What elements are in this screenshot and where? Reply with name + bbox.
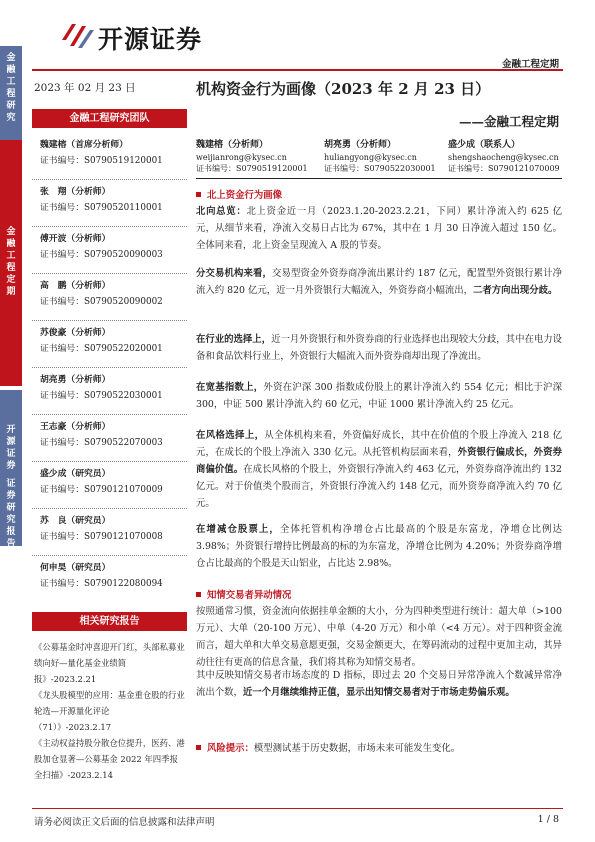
analyst-cert: 证书编号：S0790520110001 [40,203,163,213]
header-divider [32,69,563,71]
analyst-divider [32,367,187,368]
bullet-icon [196,592,201,597]
author-1 [196,140,316,175]
analyst-entry [40,466,190,498]
brand-logo [60,16,240,56]
page-number: 1 / 8 [537,814,559,825]
analyst-entry [40,372,190,404]
related-report-1[interactable]: 《公募基金时冲喜迎开门红，头部私募业绩向好—量化基金业绩简报》-2023.2.21 [34,642,185,684]
analyst-name: 高 鹏（分析师） [40,281,111,291]
paragraph-by-institution: 分交易机构来看，交易型资金外资券商净流出累计约 187 亿元，配置型外资银行累计净流入约 820 亿元，近一月外资银行大幅流入，外资券商小幅流出，二者方向出现分歧。 [196,268,562,296]
analyst-divider [32,320,187,321]
side-label-brand: 开 源 证 券 证 券 研 究 报 告 [0,390,22,546]
analyst-cert: 证书编号：S0790522030001 [40,391,163,401]
analyst-entry [40,184,190,216]
author-name: 盛少成（联系人） [448,140,521,150]
analyst-cert: 证书编号：S0790121070009 [40,485,163,495]
author-email[interactable]: weijianrong@kysec.cn [196,152,287,162]
analyst-name: 张 翔（分析师） [40,187,111,197]
paragraph-style: 在风格选择上，从全体机构来看，外资偏好成长，其中在价值的个股上净流入 218 亿元，在成长的个股上净流入 330 亿元。从托管机构层面来看，外资银行偏成长，外资券商偏价值。在成长风格的个股上，外资银行净流入约 463 亿元，外资券商净流出约 132 亿元。对于价值类个股而言，外资银行净流入约 148 亿元，而外资券商净流入约 70 亿元。 [196,430,562,509]
analyst-entry [40,137,190,169]
analyst-cert: 证书编号：S0790522070003 [40,438,163,448]
author-2 [324,140,444,175]
brand-logo-icon [60,18,94,52]
paragraph-position-change: 在增减仓股票上，全体托管机构净增仓占比最高的个股是东富龙，净增仓比例达 3.98%；外资银行增持比例最高的标的为东富龙，净增仓比例为 4.20%；外资券商净增仓占比最高的个股是天山铝业，占比达 2.98%。 [196,524,562,569]
paragraph-insider-d: 其中反映知情交易者市场态度的 D 指标，即过去 20 个交易日异常净流入个数减异常净流出个数，近一个月继续维持正值，显示出知情交易者对于市场走势偏乐观。 [196,670,562,698]
paragraph-north-overview: 北向总览：北上资金近一月（2023.1.20-2023.2.21，下同）累计净流入约 625 亿元，从细节来看，净流入交易日占比为 67%，其中在 1 月 30 日净流入超过 150 亿。全体同来看，北上资金呈现流入 A 股的节奏。 [196,206,562,251]
analyst-cert: 证书编号：S0790520090002 [40,297,163,307]
footer-disclaimer[interactable]: 请务必阅读正文后面的信息披露和法律声明 [34,817,215,828]
analyst-cert: 证书编号：S0790121070008 [40,532,163,542]
related-reports-header: 相关研究报告 [32,612,187,631]
side-label-research: 金 融 工 程 研 究 [0,46,22,142]
analyst-name: 盛少成（研究员） [40,469,111,479]
analyst-divider [32,508,187,509]
analyst-entry [40,325,190,357]
side-label-periodic: 金 融 工 程 定 期 [0,140,22,386]
paragraph-industry: 在行业的选择上，近一月外资银行和外资券商的行业选择也出现较大分歧，其中在电力设备和食品饮料行业上，外资银行大幅流入而外资券商却出现了净流出。 [196,334,562,362]
author-email[interactable]: shengshaocheng@kysec.cn [448,152,559,162]
page-title: 机构资金行为画像（2023 年 2 月 23 日） [196,80,491,98]
analyst-divider [32,555,187,556]
analyst-name: 苏俊豪（分析师） [40,328,111,338]
analyst-name: 胡亮勇（分析师） [40,375,111,385]
analyst-cert: 证书编号：S0790520090003 [40,250,163,260]
author-divider [196,178,562,179]
bullet-icon [196,192,201,197]
footer-divider [32,808,563,809]
analyst-entry [40,231,190,263]
risk-warning: 风险提示：模型测试基于历史数据，市场未来可能发生变化。 [196,740,562,757]
analyst-entry [40,278,190,310]
report-date: 2023 年 02 月 23 日 [34,82,136,94]
analyst-name: 苏 良（研究员） [40,516,111,526]
author-cert: 证书编号：S0790121070009 [448,164,560,173]
analyst-cert: 证书编号：S0790519120001 [40,156,163,166]
author-block [196,140,562,180]
analyst-name: 魏建榕（首席分析师） [40,140,128,150]
section-heading-insider: 知情交易者异动情况 [196,587,291,601]
analyst-divider [32,179,187,180]
bullet-icon [196,745,201,750]
related-report-2[interactable]: 《龙头股模型的应用：基金重仓股的行业轮选—开源量化评论（71）》-2023.2.17 [34,690,185,732]
analyst-cert: 证书编号：S0790522020001 [40,344,163,354]
author-3 [448,140,568,175]
analyst-entry [40,419,190,451]
related-report-3[interactable]: 《主动权益持股分散仓位提升，医药、港股加仓显著—公募基金 2022 年四季报全扫描》-2023.2.14 [34,738,185,780]
paragraph-broad-index: 在宽基指数上，外资在沪深 300 指数成份股上的累计净流入约 554 亿元；相比于沪深 300，中证 500 累计净流入约 60 亿元，中证 1000 累计净流入约 25 亿元。 [196,382,562,410]
analyst-cert: 证书编号：S0790122080094 [40,579,163,589]
report-category-tag: 金融工程定期 [501,59,559,70]
analyst-divider [32,226,187,227]
page-subtitle: ——金融工程定期 [458,114,559,129]
section-heading-north: 北上资金行为画像 [196,187,282,201]
author-name: 胡亮勇（分析师） [324,140,397,150]
team-header: 金融工程研究团队 [32,109,187,128]
author-name: 魏建榕（分析师） [196,140,269,150]
analyst-divider [32,273,187,274]
author-email[interactable]: huliangyong@kysec.cn [324,152,417,162]
author-cert: 证书编号：S0790522030001 [324,164,436,173]
analyst-name: 王志豪（分析师） [40,422,111,432]
brand-name: 开源证券 [98,25,203,54]
analyst-name: 何申昊（研究员） [40,563,111,573]
analyst-divider [32,461,187,462]
paragraph-insider-def: 按照通常习惯，资金流向依据挂单金额的大小，分为四种类型进行统计：超大单（>100 万元）、大单（20-100 万元）、中单（4-20 万元）和小单（<4 万元）。对于四种资金流而言，超大单和大单交易意愿更强，交易金额更大，在筹码流动的过程中更加主动，其异动往往有更高的信息含量，我们将其称为知情交易者。 [196,606,562,668]
analyst-divider [32,414,187,415]
analyst-entry [40,560,190,592]
author-cert: 证书编号：S0790519120001 [196,164,308,173]
analyst-entry [40,513,190,545]
analyst-name: 傅开波（分析师） [40,234,111,244]
